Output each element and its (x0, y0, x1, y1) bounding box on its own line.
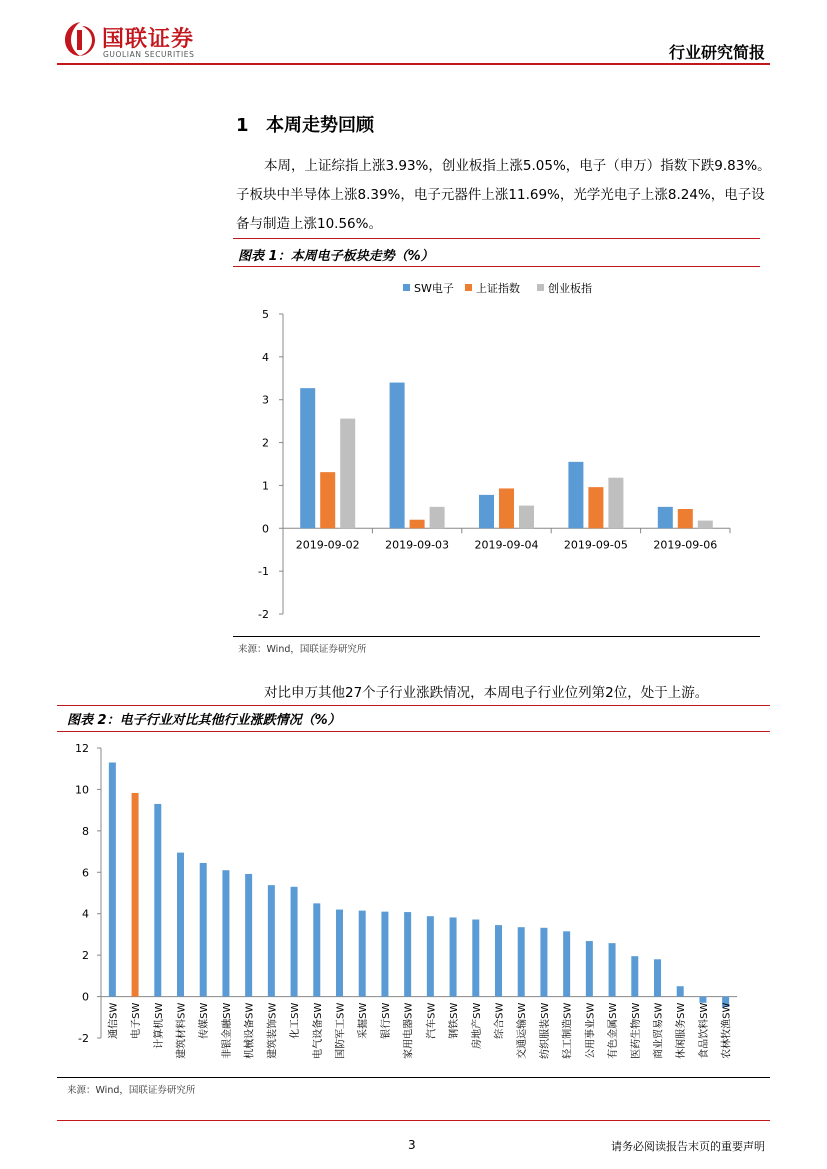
y-tick-label: 2 (82, 949, 89, 963)
y-tick-label: 10 (75, 783, 89, 797)
x-tick-label: 食品饮料SW (698, 1002, 710, 1059)
figure1-bottom-rule (233, 636, 760, 637)
comparison-paragraph: 对比申万其他27个子行业涨跌情况，本周电子行业位列第2位，处于上游。 (264, 685, 709, 701)
bar (340, 419, 355, 529)
x-tick-label: 建筑装饰SW (267, 1002, 279, 1059)
x-tick-label: 机械设备SW (244, 1002, 256, 1059)
bar (658, 507, 673, 528)
weekly-trend-chart (233, 272, 760, 632)
section-paragraph: 本周，上证综指上涨3.93%，创业板指上涨5.05%，电子（申万）指数下跌9.83%。子板块中半导体上涨8.39%，电子元器件上涨11.69%，光学光电子上涨8.24%，电子设备与制造上涨10.56%。 (236, 158, 771, 232)
bar (518, 927, 525, 996)
bar (450, 917, 457, 996)
section-title: 本周走势回顾 (266, 115, 374, 136)
x-tick-label: 家用电器SW (403, 1002, 415, 1059)
report-type: 行业研究简报 (668, 43, 765, 62)
bar (698, 521, 713, 529)
legend-label: SW电子 (414, 282, 454, 295)
x-tick-label: 纺织服装SW (539, 1002, 551, 1059)
y-tick-label: 4 (82, 907, 89, 921)
bar (313, 903, 320, 996)
section-number: 1 (236, 115, 249, 136)
x-tick-label: 轻工制造SW (562, 1002, 574, 1059)
bar (381, 912, 388, 997)
x-tick-label: 汽车SW (426, 1002, 438, 1039)
x-tick-label: 非银金融SW (221, 1002, 233, 1059)
bar (563, 931, 570, 996)
guolian-logo-mark-icon (62, 20, 98, 58)
y-tick-label: 4 (262, 350, 269, 364)
x-tick-label: 电子SW (131, 1002, 143, 1039)
bar (472, 920, 479, 997)
x-tick-label: 2019-09-02 (295, 538, 360, 552)
y-tick-label: 12 (75, 742, 89, 755)
x-tick-label: 公用事业SW (585, 1002, 597, 1059)
bar (479, 495, 494, 528)
y-tick-label: 8 (82, 824, 89, 838)
bar (631, 956, 638, 996)
bar (677, 986, 684, 996)
bar (586, 941, 593, 997)
y-tick-label: -1 (258, 565, 269, 579)
logo-chinese-name: 国联证券 (102, 27, 195, 52)
y-tick-label: 6 (82, 866, 89, 880)
y-tick-label: -2 (78, 1032, 89, 1045)
x-tick-label: 房地产SW (471, 1002, 483, 1049)
bar (568, 462, 583, 528)
x-tick-label: 电气设备SW (312, 1002, 324, 1059)
figure2-title-rule (57, 731, 770, 732)
x-tick-label: 交通运输SW (517, 1002, 529, 1059)
footer-disclaimer: 请务必阅读报告末页的重要声明 (611, 1140, 765, 1153)
bar (540, 928, 547, 997)
bar (320, 472, 335, 528)
legend-label: 创业板指 (548, 282, 592, 295)
x-tick-label: 银行SW (380, 1002, 392, 1039)
y-tick-label: 3 (262, 393, 269, 407)
figure1-title: 图表 1：本周电子板块走势（%） (238, 249, 434, 264)
x-tick-label: 国防军工SW (335, 1002, 347, 1059)
legend-swatch (465, 284, 472, 291)
legend-label: 上证指数 (476, 282, 520, 295)
bar (654, 959, 661, 996)
footer-divider (57, 1120, 770, 1121)
y-tick-label: 5 (262, 308, 269, 321)
x-tick-label: 2019-09-03 (385, 538, 450, 552)
bar (390, 383, 405, 529)
bar (427, 916, 434, 996)
bar (300, 388, 315, 528)
bar (359, 911, 366, 997)
bar (609, 943, 616, 996)
x-tick-label: 医药生物SW (630, 1002, 642, 1059)
y-tick-label: 1 (262, 479, 269, 493)
bar (291, 887, 298, 997)
industry-comparison-chart (57, 736, 770, 1076)
y-tick-label: 0 (262, 522, 269, 536)
bar (245, 874, 252, 997)
bar (678, 509, 693, 528)
y-tick-label: -2 (258, 608, 269, 621)
bar (222, 870, 229, 996)
page-number: 3 (408, 1138, 416, 1152)
bar (495, 925, 502, 996)
x-tick-label: 农林牧渔SW (721, 1002, 733, 1059)
x-tick-label: 传媒SW (199, 1002, 211, 1039)
section-heading (236, 111, 374, 137)
bar (410, 520, 425, 529)
x-tick-label: 钢铁SW (449, 1002, 461, 1039)
bar (177, 853, 184, 997)
bar (109, 763, 116, 997)
x-tick-label: 2019-09-06 (653, 538, 718, 552)
x-tick-label: 建筑材料SW (176, 1002, 188, 1059)
x-tick-label: 2019-09-05 (563, 538, 628, 552)
figure2-source: 来源：Wind，国联证券研究所 (67, 1085, 196, 1096)
figure2-title: 图表 2：电子行业对比其他行业涨跌情况（%） (67, 713, 341, 728)
legend-swatch (537, 284, 544, 291)
x-tick-label: 休闲服务SW (676, 1002, 688, 1059)
logo-english-name: GUOLIAN SECURITIES (103, 50, 195, 59)
y-tick-label: 0 (82, 990, 89, 1004)
bar (404, 912, 411, 997)
x-tick-label: 商业贸易SW (653, 1002, 665, 1059)
x-tick-label: 采掘SW (358, 1002, 370, 1039)
x-tick-label: 有色金属SW (608, 1002, 620, 1059)
figure2-top-rule (57, 705, 770, 706)
y-tick-label: 2 (262, 436, 269, 450)
header-divider (57, 63, 770, 65)
bar (154, 804, 161, 997)
bar (699, 997, 706, 1003)
x-tick-label: 2019-09-04 (474, 538, 539, 552)
x-tick-label: 化工SW (290, 1002, 302, 1039)
x-tick-label: 综合SW (494, 1002, 506, 1039)
bar (268, 885, 275, 996)
figure2-bottom-rule (57, 1077, 770, 1078)
legend-swatch (403, 284, 410, 291)
bar (336, 910, 343, 997)
bar (588, 487, 603, 528)
bar (608, 478, 623, 529)
x-tick-label: 计算机SW (153, 1002, 165, 1049)
figure1-title-rule (233, 266, 760, 267)
figure1-top-rule (233, 238, 760, 239)
bar (519, 506, 534, 529)
bar (499, 488, 514, 528)
x-tick-label: 通信SW (108, 1002, 120, 1039)
bar (430, 507, 445, 528)
bar (132, 793, 139, 997)
bar (200, 863, 207, 997)
guolian-logo (62, 20, 222, 60)
figure1-source: 来源：Wind，国联证券研究所 (238, 644, 367, 655)
